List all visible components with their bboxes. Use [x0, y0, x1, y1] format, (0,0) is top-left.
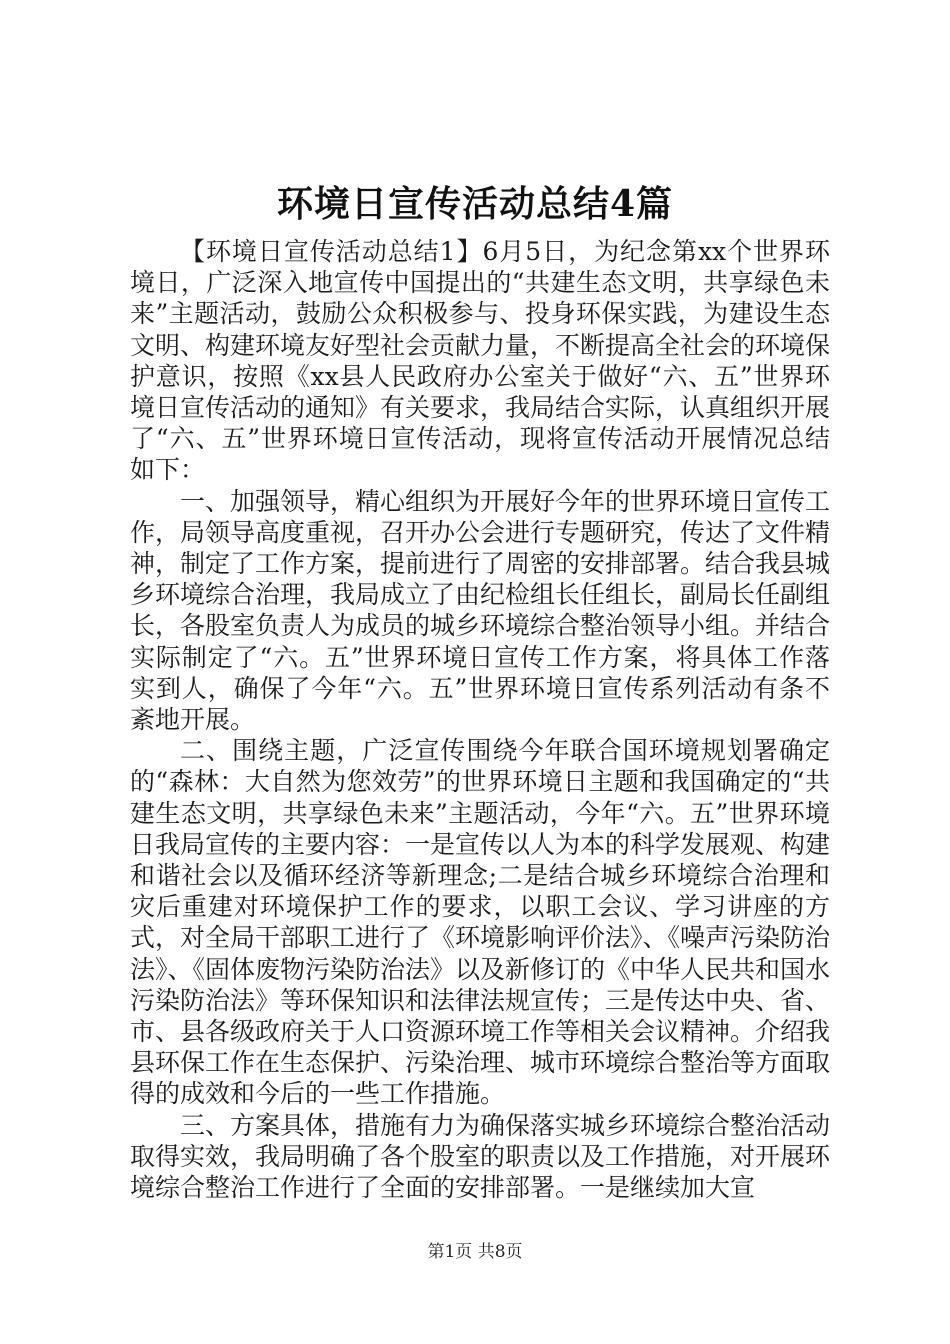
paragraph: 【环境日宣传活动总结1】6月5日，为纪念第xx个世界环境日，广泛深入地宣传中国提出的“共建生态文明，共享绿色未来”主题活动，鼓励公众积极参与、投身环保实践，为建设生态文明、构建环境友好型社会贡献力量，不断提高全社会的环境保护意识，按照《xx县人民政府办公室关于做好“六、五”世界环境日宣传活动的通知》有关要求，我局结合实际，认真组织开展了“六、五”世界环境日宣传活动，现将宣传活动开展情况总结如下：: [130, 237, 831, 485]
paragraph: 一、加强领导，精心组织为开展好今年的世界环境日宣传工作，局领导高度重视，召开办公会进行专题研究，传达了文件精神，制定了工作方案，提前进行了周密的安排部署。结合我县城乡环境综合治理，我局成立了由纪检组长任组长，副局长任副组长，各股室负责人为成员的城乡环境综合整治领导小组。并结合实际制定了“六。五”世界环境日宣传工作方案，将具体工作落实到人，确保了今年“六。五”世界环境日宣传系列活动有条不紊地开展。: [130, 486, 831, 735]
page-number-footer: 第1页 共8页: [427, 1242, 523, 1262]
document-body: [130, 236, 830, 1203]
paragraph: 二、围绕主题，广泛宣传围绕今年联合国环境规划署确定的“森林：大自然为您效劳”的世界环境日主题和我国确定的“共建生态文明，共享绿色未来”主题活动，今年“六。五”世界环境日我局宣传的主要内容：一是宣传以人为本的科学发展观、构建和谐社会以及循环经济等新理念;二是结合城乡环境综合治理和灾后重建对环境保护工作的要求，以职工会议、学习讲座的方式，对全局干部职工进行了《环境影响评价法》、《噪声污染防治法》、《固体废物污染防治法》以及新修订的《中华人民共和国水污染防治法》等环保知识和法律法规宣传；三是传达中央、省、市、县各级政府关于人口资源环境工作等相关会议精神。介绍我县环保工作在生态保护、污染治理、城市环境综合整治等方面取得的成效和今后的一些工作措施。: [130, 736, 831, 1109]
document-title: 环境日宣传活动总结4篇: [276, 183, 674, 225]
paragraph: 三、方案具体，措施有力为确保落实城乡环境综合整治活动取得实效，我局明确了各个股室的职责以及工作措施，对开展环境综合整治工作进行了全面的安排部署。一是继续加大宣: [130, 1110, 831, 1203]
